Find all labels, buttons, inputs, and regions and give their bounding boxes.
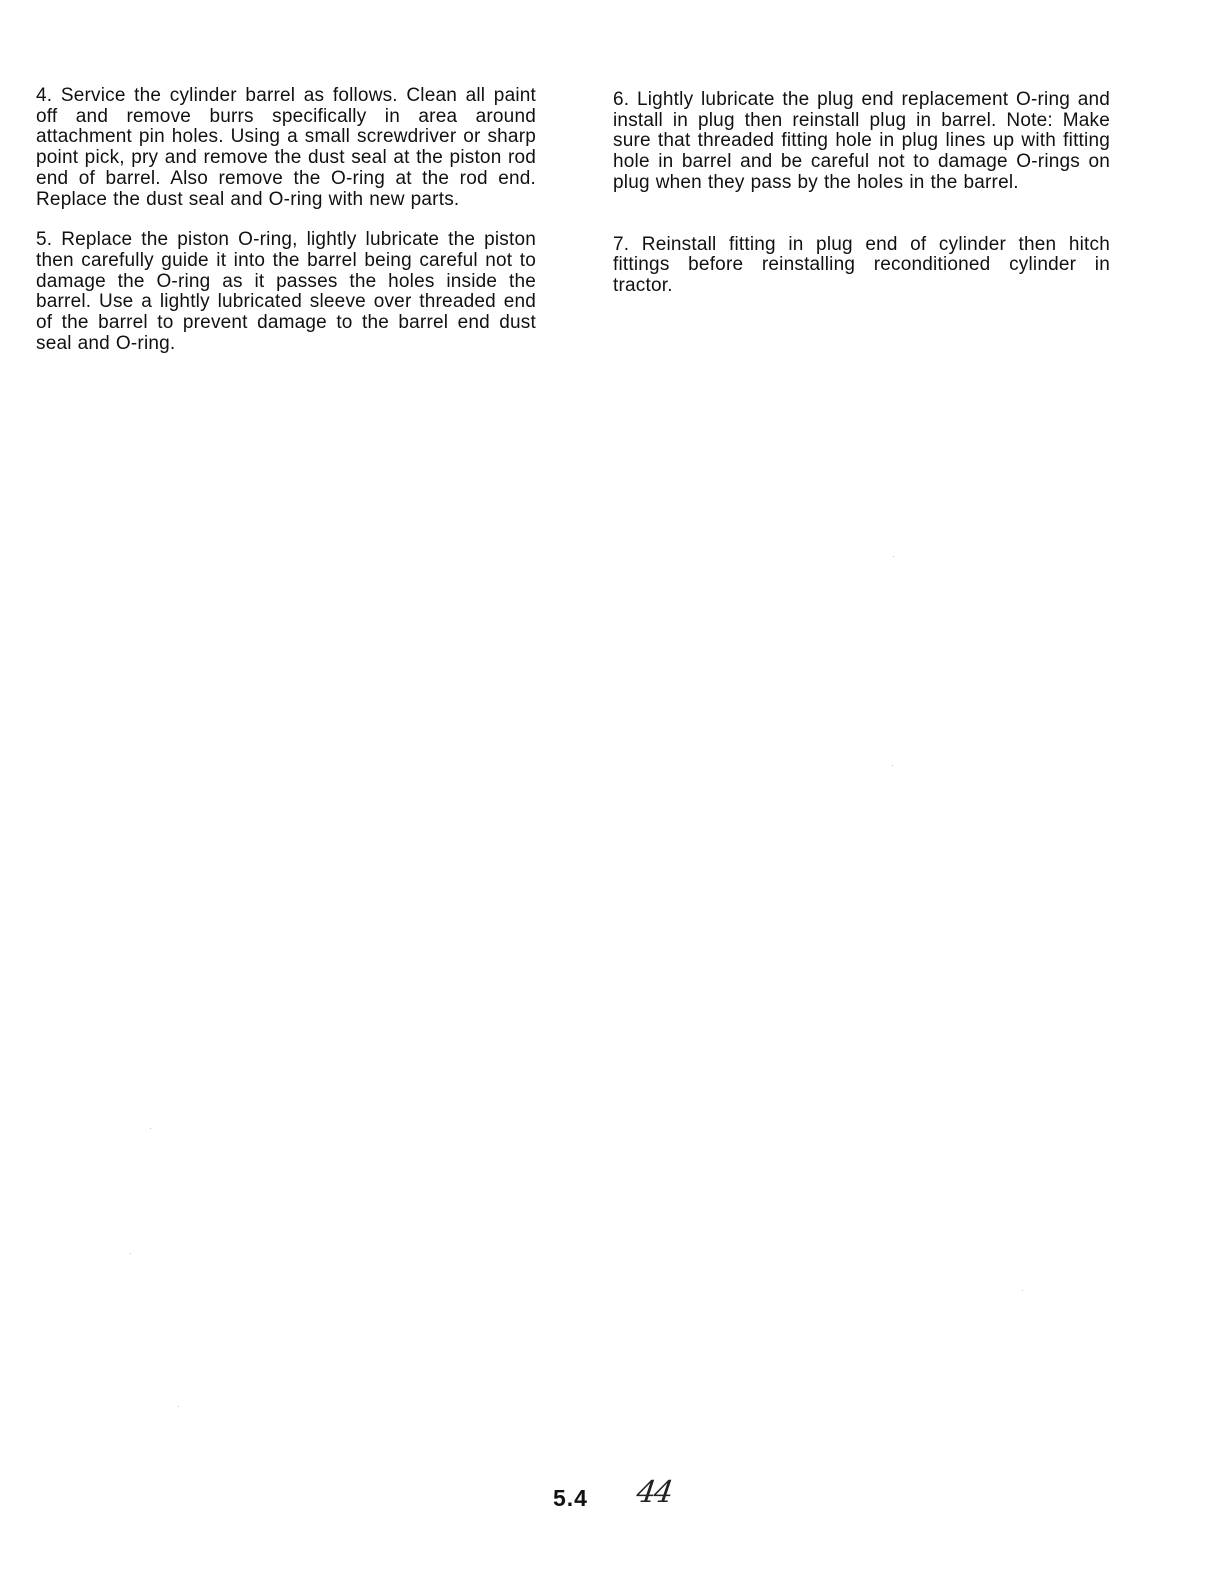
page-number: 5.4 [553, 1484, 588, 1511]
scan-speck [893, 556, 894, 557]
page-footer [553, 1474, 674, 1518]
left-column [36, 86, 536, 354]
step-5-paragraph: 5. Replace the piston O-ring, lightly lubricate the piston then carefully guide it into the barrel being careful not to damage the O-ring as it passes the holes inside the barrel. Use a lightly lubricated sleeve over threaded end of the barrel to prevent damage to the barrel end dust seal and O-ring. [36, 229, 536, 354]
step-4-paragraph: 4. Service the cylinder barrel as follows. Clean all paint off and remove burrs specifically in area around attachment pin holes. Using a small screwdriver or sharp point pick, pry and remove the dust seal at the piston rod end of barrel. Also remove the O-ring at the rod end. Replace the dust seal and O-ring with new parts. [36, 85, 536, 210]
scan-speck [892, 765, 893, 766]
step-6-paragraph: 6. Lightly lubricate the plug end replacement O-ring and install in plug then reinstall plug in barrel. Note: Make sure that threaded fitting hole in plug lines up with fitting hole in barrel and be careful not to damage O-rings on plug when they pass by the holes in the barrel. [613, 89, 1110, 193]
step-7-paragraph: 7. Reinstall fitting in plug end of cylinder then hitch fittings before reinstalling reconditioned cylinder in tractor. [613, 233, 1110, 296]
handwritten-page-number: 44 [634, 1474, 674, 1510]
right-column [613, 90, 1110, 297]
scan-speck [130, 1253, 131, 1254]
scan-speck [1022, 1290, 1023, 1291]
scan-speck [178, 1406, 179, 1407]
scan-speck [150, 1128, 151, 1129]
